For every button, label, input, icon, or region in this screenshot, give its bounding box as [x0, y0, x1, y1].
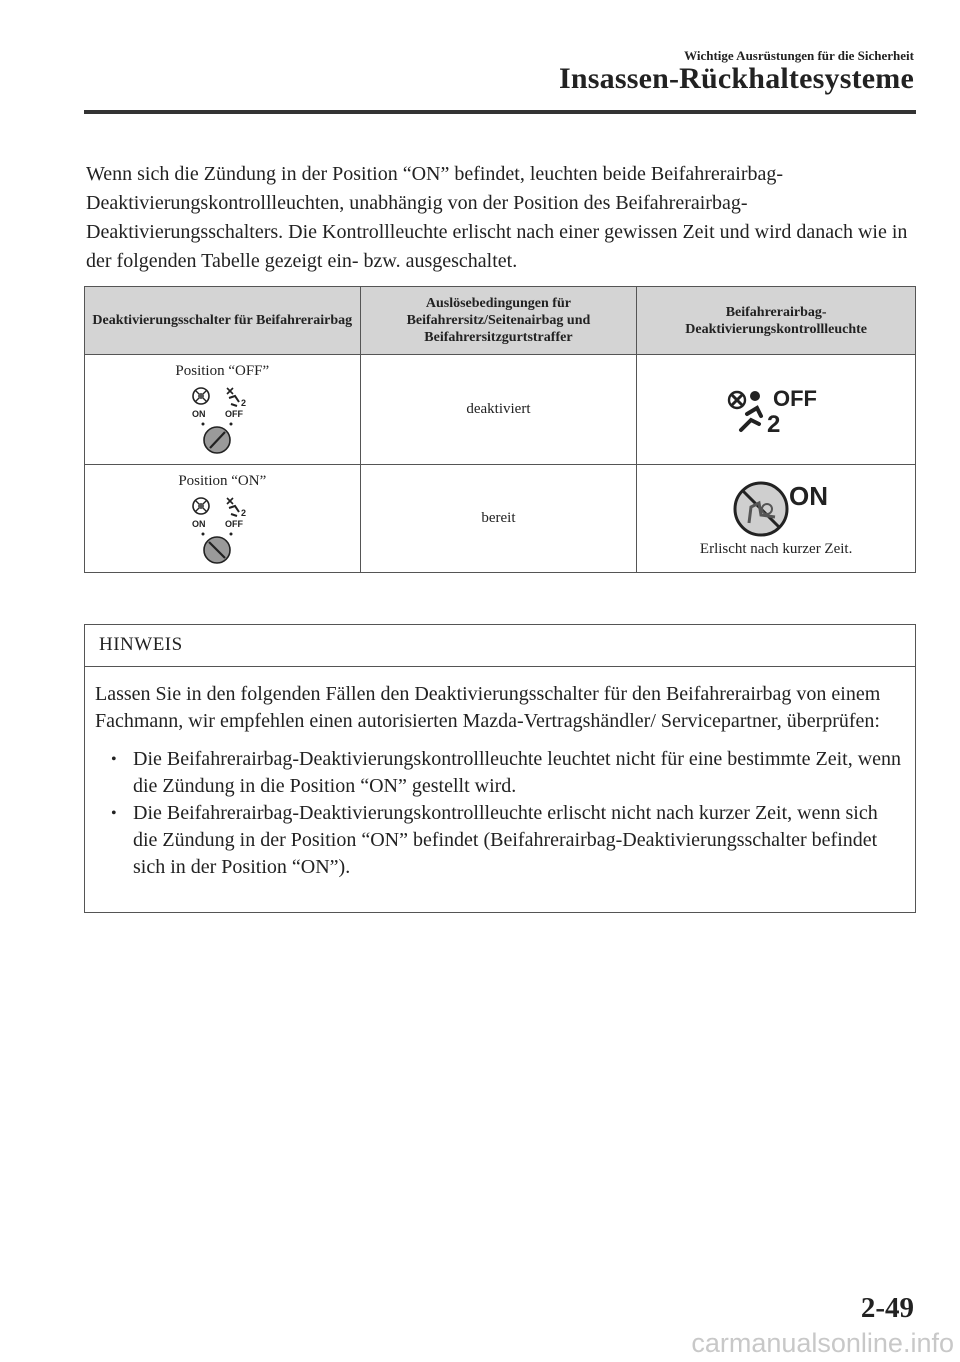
note-body [85, 667, 915, 881]
note-box [84, 624, 916, 913]
column-header-indicator: Beifahrerairbag-Deaktivierungskontrollleuchte [637, 287, 916, 355]
list-item [105, 800, 903, 881]
deactivation-switch-off-icon [187, 384, 257, 456]
condition-cell [360, 465, 637, 573]
note-text: Lassen Sie in den folgenden Fällen den Deaktivierungsschalter für den Beifahrerairbag von einem Fachmann, wir empfehlen einen autorisierten Mazda-Vertragshändler/ Servicepartner, überprüfen: [95, 683, 881, 732]
page-title: Insassen-Rückhaltesysteme [558, 62, 914, 95]
bullet-icon: • [111, 805, 117, 822]
svg-text:2: 2 [767, 410, 781, 438]
list-item [105, 746, 903, 800]
condition-cell [360, 355, 637, 465]
switch-position-label: Position “ON” [178, 473, 267, 489]
svg-text:ON: ON [192, 409, 206, 419]
svg-text:2: 2 [241, 398, 247, 408]
airbag-off-indicator-icon [721, 380, 831, 440]
list-item-text: Die Beifahrerairbag-Deaktivierungskontrollleuchte erlischt nicht nach kurzer Zeit, wenn sich die Zündung in der Position “ON” befindet (Beifahrerairbag-Deaktivierungsschalter befindet sich in der Position “ON”). [133, 802, 878, 878]
column-header-switch: Deaktivierungsschalter für Beifahrerairbag [85, 287, 361, 355]
svg-text:OFF: OFF [225, 519, 244, 529]
svg-text:2: 2 [241, 508, 247, 518]
condition-value: deaktiviert [466, 401, 531, 417]
svg-text:OFF: OFF [773, 385, 818, 411]
intro-paragraph: Wenn sich die Zündung in der Position “ON” befindet, leuchten beide Beifahrerairbag-Deaktivierungskontrollleuchten, unabhängig von der Position des Beifahrerairbag-Deaktivierungsschalters. Die Kontrollleuchte erlischt nach einer gewissen Zeit und wird danach wie in der folgenden Tabelle gezeigt ein- bzw. ausgeschaltet. [86, 163, 908, 272]
switch-cell [85, 465, 361, 573]
switch-cell [85, 355, 361, 465]
condition-value: bereit [481, 510, 516, 526]
watermark: carmanualsonline.info [691, 1328, 954, 1358]
table-row [85, 355, 916, 465]
indicator-caption: Erlischt nach kurzer Zeit. [699, 541, 853, 557]
airbag-status-table [84, 286, 916, 573]
column-header-conditions: Auslösebedingungen für Beifahrersitz/Seitenairbag und Beifahrersitzgurtstraffer [360, 287, 637, 355]
header-rule [84, 110, 916, 114]
page-number: 2-49 [860, 1292, 914, 1324]
indicator-cell [637, 355, 916, 465]
list-item-text: Die Beifahrerairbag-Deaktivierungskontrollleuchte leuchtet nicht für eine bestimmte Zeit, wenn die Zündung in die Position “ON” gestellt wird. [133, 748, 902, 797]
section-subtitle: Wichtige Ausrüstungen für die Sicherheit [684, 48, 914, 63]
table-row [85, 465, 916, 573]
note-bullet-list [95, 746, 903, 881]
svg-text:ON: ON [789, 481, 829, 511]
bullet-icon: • [111, 751, 117, 768]
note-heading: HINWEIS [85, 625, 915, 667]
svg-text:ON: ON [192, 519, 206, 529]
indicator-cell [637, 465, 916, 573]
airbag-on-indicator-icon [721, 479, 831, 537]
table-header-row [85, 287, 916, 355]
switch-position-label: Position “OFF” [175, 363, 270, 379]
deactivation-switch-on-icon [187, 494, 257, 566]
svg-text:OFF: OFF [225, 409, 244, 419]
